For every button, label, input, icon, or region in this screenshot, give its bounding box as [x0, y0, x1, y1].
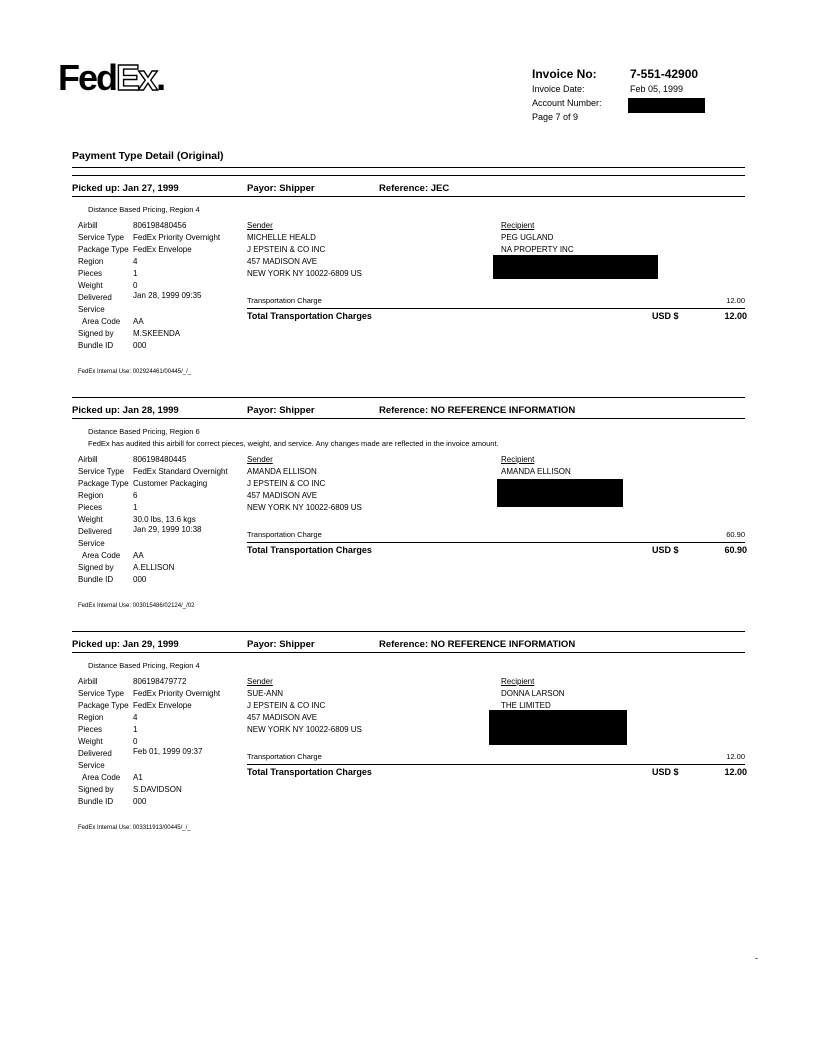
transportation-charge-label: Transportation Charge: [247, 296, 322, 305]
recipient-line: NA PROPERTY INC: [501, 245, 574, 254]
pricing-note: Distance Based Pricing, Region 4: [88, 661, 200, 670]
reference: Reference: JEC: [379, 183, 450, 194]
payor: Payor: Shipper: [247, 183, 315, 194]
field-value-area-code: AA: [133, 551, 144, 560]
picked-up-date: Picked up: Jan 28, 1999: [72, 405, 179, 416]
field-value-signed-by: S.DAVIDSON: [133, 785, 182, 794]
logo-ex-text: Ex: [116, 57, 157, 98]
payor: Payor: Shipper: [247, 639, 315, 650]
field-value-delivered: Jan 28, 1999 09:35: [133, 291, 202, 300]
field-value-signed-by: A.ELLISON: [133, 563, 175, 572]
field-value-area-code: AA: [133, 317, 144, 326]
field-label-region: Region: [78, 713, 104, 722]
field-label-delivered: Delivered: [78, 293, 112, 302]
field-value-airbill: 806198479772: [133, 677, 187, 686]
internal-use-code: FedEx Internal Use: 003015486/02124/_/02: [78, 603, 195, 609]
field-value-area-code: A1: [133, 773, 143, 782]
sender-line: SUE-ANN: [247, 689, 284, 698]
total-charges-label: Total Transportation Charges: [247, 311, 372, 321]
total-charges-amount: 12.00: [724, 311, 747, 321]
sender-line: AMANDA ELLISON: [247, 467, 317, 476]
sender-line: NEW YORK NY 10022-6809 US: [247, 725, 362, 734]
sender-line: MICHELLE HEALD: [247, 233, 316, 242]
sender-line: J EPSTEIN & CO INC: [247, 479, 326, 488]
field-label-service-type: Service Type: [78, 467, 125, 476]
field-value-package-type: Customer Packaging: [133, 479, 208, 488]
field-value-weight: 0: [133, 281, 138, 290]
field-label-area-code: Area Code: [82, 773, 121, 782]
logo-fed-text: Fed: [58, 57, 117, 98]
recipient-line: DONNA LARSON: [501, 689, 565, 698]
field-value-delivered: Feb 01, 1999 09:37: [133, 747, 203, 756]
audit-note: FedEx has audited this airbill for correct pieces, weight, and service. Any changes made are reflected in the invoice amount.: [88, 439, 499, 448]
section-top-rule: [72, 397, 745, 398]
section-header-rule: [72, 418, 745, 419]
field-label-weight: Weight: [78, 515, 103, 524]
section-header-rule: [72, 652, 745, 653]
field-label-package-type: Package Type: [78, 701, 129, 710]
total-charges-label: Total Transportation Charges: [247, 545, 372, 555]
sender-line: J EPSTEIN & CO INC: [247, 245, 326, 254]
field-label-pieces: Pieces: [78, 503, 103, 512]
section-header-rule: [72, 196, 745, 197]
field-label-region: Region: [78, 491, 104, 500]
logo-dot: .: [156, 57, 165, 98]
picked-up-date: Picked up: Jan 29, 1999: [72, 639, 179, 650]
field-label-service: Service: [78, 305, 105, 314]
field-value-weight: 0: [133, 737, 138, 746]
recipient-heading: Recipient: [501, 455, 535, 464]
field-label-service: Service: [78, 761, 105, 770]
field-value-package-type: FedEx Envelope: [133, 701, 192, 710]
total-charges-label: Total Transportation Charges: [247, 767, 372, 777]
internal-use-code: FedEx Internal Use: 002924461/00445/_/_: [78, 369, 192, 375]
field-value-pieces: 1: [133, 503, 138, 512]
field-label-region: Region: [78, 257, 104, 266]
field-value-service-type: FedEx Priority Overnight: [133, 233, 221, 242]
reference: Reference: NO REFERENCE INFORMATION: [379, 639, 576, 650]
recipient-line: PEG UGLAND: [501, 233, 554, 242]
sender-line: 457 MADISON AVE: [247, 491, 318, 500]
pricing-note: Distance Based Pricing, Region 6: [88, 427, 200, 436]
footer-mark: -: [755, 953, 758, 963]
recipient-heading: Recipient: [501, 221, 535, 230]
account-number-redaction: [628, 98, 705, 113]
charges-rule: [247, 308, 745, 309]
field-value-bundle-id: 000: [133, 341, 147, 350]
field-value-region: 4: [133, 713, 138, 722]
field-value-weight: 30.0 lbs, 13.6 kgs: [133, 515, 196, 524]
recipient-line: THE LIMITED: [501, 701, 551, 710]
field-value-pieces: 1: [133, 725, 138, 734]
sender-heading: Sender: [247, 677, 273, 686]
field-label-signed-by: Signed by: [78, 329, 114, 338]
field-value-service-type: FedEx Standard Overnight: [133, 467, 228, 476]
recipient-line: AMANDA ELLISON: [501, 467, 571, 476]
sender-line: J EPSTEIN & CO INC: [247, 701, 326, 710]
field-value-airbill: 806198480445: [133, 455, 187, 464]
field-label-bundle-id: Bundle ID: [78, 341, 114, 350]
field-label-pieces: Pieces: [78, 269, 103, 278]
payor: Payor: Shipper: [247, 405, 315, 416]
field-label-bundle-id: Bundle ID: [78, 797, 114, 806]
field-label-service-type: Service Type: [78, 689, 125, 698]
recipient-redaction: [493, 255, 658, 279]
internal-use-code: FedEx Internal Use: 003311913/00445/_/_: [78, 825, 191, 831]
field-label-signed-by: Signed by: [78, 785, 114, 794]
invoice-no-value: 7-551-42900: [630, 67, 699, 81]
total-charges-amount: 12.00: [724, 767, 747, 777]
picked-up-date: Picked up: Jan 27, 1999: [72, 183, 179, 194]
field-label-weight: Weight: [78, 281, 103, 290]
field-value-pieces: 1: [133, 269, 138, 278]
sender-line: NEW YORK NY 10022-6809 US: [247, 269, 362, 278]
reference: Reference: NO REFERENCE INFORMATION: [379, 405, 576, 416]
field-label-weight: Weight: [78, 737, 103, 746]
field-value-service-type: FedEx Priority Overnight: [133, 689, 221, 698]
field-label-service: Service: [78, 539, 105, 548]
total-charges-amount: 60.90: [724, 545, 747, 555]
invoice-date-value: Feb 05, 1999: [630, 84, 684, 94]
currency-label: USD $: [652, 767, 679, 777]
section-top-rule: [72, 631, 745, 632]
currency-label: USD $: [652, 311, 679, 321]
field-label-airbill: Airbill: [78, 455, 98, 464]
field-value-package-type: FedEx Envelope: [133, 245, 192, 254]
fedex-logo: [58, 57, 165, 98]
charges-rule: [247, 764, 745, 765]
field-label-delivered: Delivered: [78, 527, 112, 536]
sender-line: NEW YORK NY 10022-6809 US: [247, 503, 362, 512]
field-label-bundle-id: Bundle ID: [78, 575, 114, 584]
field-label-package-type: Package Type: [78, 245, 129, 254]
field-label-area-code: Area Code: [82, 317, 121, 326]
field-value-bundle-id: 000: [133, 797, 147, 806]
field-value-airbill: 806198480456: [133, 221, 187, 230]
currency-label: USD $: [652, 545, 679, 555]
field-label-airbill: Airbill: [78, 677, 98, 686]
page-title: Payment Type Detail (Original): [72, 150, 224, 162]
sender-line: 457 MADISON AVE: [247, 257, 318, 266]
field-label-signed-by: Signed by: [78, 563, 114, 572]
transportation-charge-amount: 60.90: [726, 530, 745, 539]
field-value-delivered: Jan 29, 1999 10:38: [133, 525, 202, 534]
sender-line: 457 MADISON AVE: [247, 713, 318, 722]
sender-heading: Sender: [247, 221, 273, 230]
transportation-charge-amount: 12.00: [726, 752, 745, 761]
field-value-region: 6: [133, 491, 138, 500]
title-rule: [72, 167, 745, 168]
pricing-note: Distance Based Pricing, Region 4: [88, 205, 200, 214]
field-label-area-code: Area Code: [82, 551, 121, 560]
field-label-airbill: Airbill: [78, 221, 98, 230]
recipient-heading: Recipient: [501, 677, 535, 686]
field-value-region: 4: [133, 257, 138, 266]
charges-rule: [247, 542, 745, 543]
account-number-label: Account Number:: [532, 98, 602, 108]
field-label-service-type: Service Type: [78, 233, 125, 242]
transportation-charge-label: Transportation Charge: [247, 752, 322, 761]
sender-heading: Sender: [247, 455, 273, 464]
invoice-no-label: Invoice No:: [532, 67, 597, 81]
section-top-rule: [72, 175, 745, 176]
transportation-charge-label: Transportation Charge: [247, 530, 322, 539]
field-label-delivered: Delivered: [78, 749, 112, 758]
field-value-bundle-id: 000: [133, 575, 147, 584]
invoice-date-label: Invoice Date:: [532, 84, 585, 94]
page-indicator: Page 7 of 9: [532, 112, 579, 122]
field-label-package-type: Package Type: [78, 479, 129, 488]
recipient-redaction: [497, 479, 623, 507]
field-label-pieces: Pieces: [78, 725, 103, 734]
recipient-redaction: [489, 710, 627, 745]
transportation-charge-amount: 12.00: [726, 296, 745, 305]
field-value-signed-by: M.SKEENDA: [133, 329, 181, 338]
